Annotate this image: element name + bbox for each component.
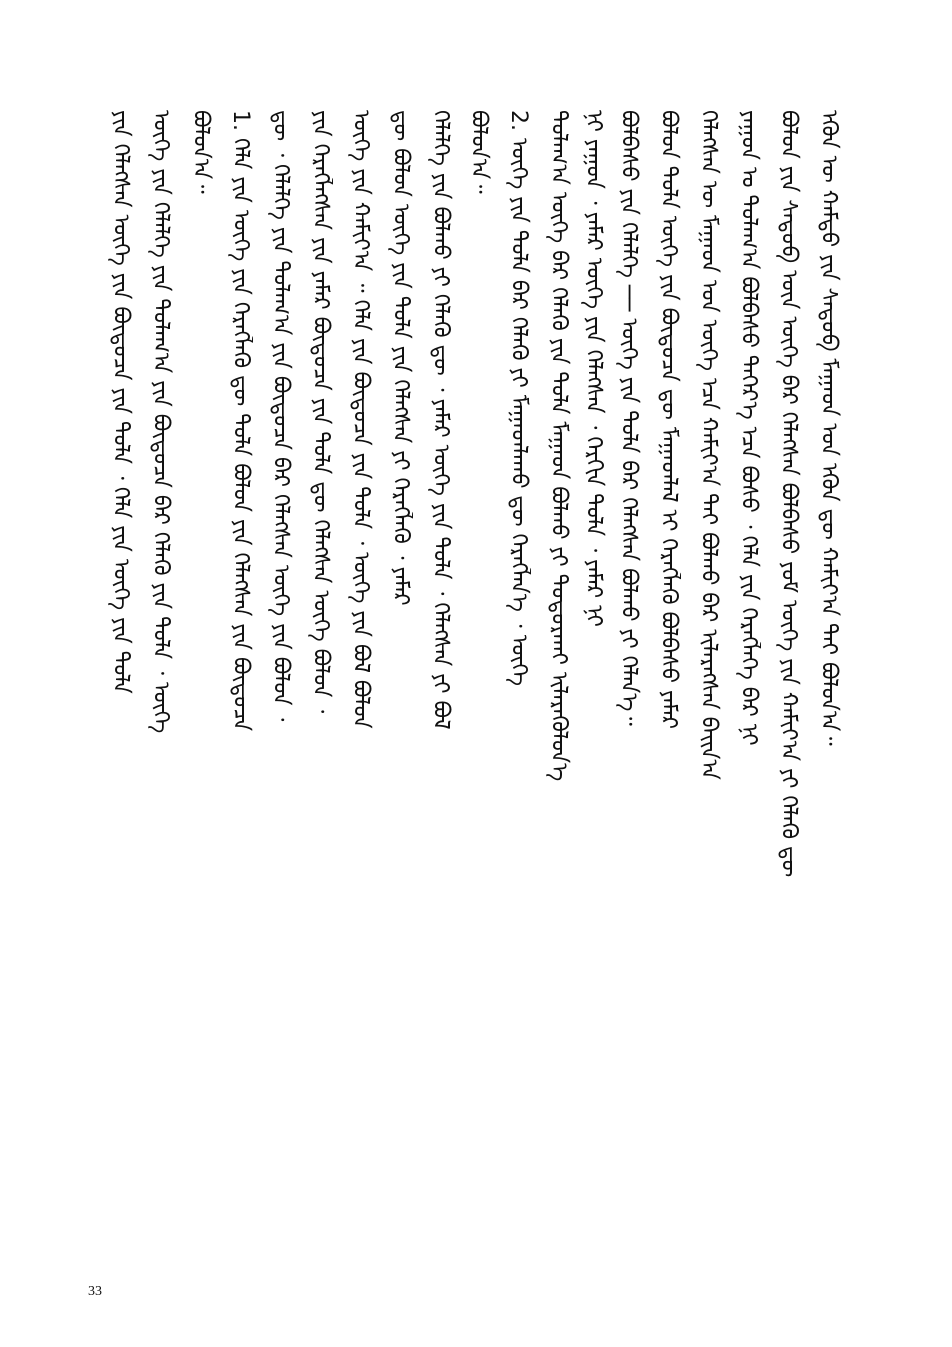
text-column: ᠪᠣᠯᠤᠨ ᠲᠤᠯᠠ ᠦᠭᠡ ᠶᠢᠨ ᠪᠦᠲᠦᠴᠡ ᠳᠦ ᠮᠠᠭᠠᠳᠯᠠᠯ ᠢ ᠬᠡᠷᠡᠭᠯᠡᠬᠦ ᠪᠣᠯᠪᠠᠰᠤ ᠶᠠᠮᠠᠷ xyxy=(656,110,681,730)
text-column: ᠪᠣᠯᠤᠨ᠎ᠠ᠃ xyxy=(188,110,213,194)
text-column: ᠪᠣᠯᠤᠨ᠎ᠠ᠃ xyxy=(466,110,491,194)
text-column: ᠦᠭᠡ ᠶᠢᠨ ᠬᠠᠮᠢᠶ᠎ᠠ ᠃ ᠬᠡᠯᠡ ᠶᠢᠨ ᠪᠦᠲᠦᠴᠡ ᠶᠢᠨ ᠲᠤᠯᠠ ᠂ ᠦᠭᠡ ᠶᠢᠨ ᠪᠣᠯ ᠪᠣᠯᠤᠨ xyxy=(348,110,373,729)
text-column: ᠳᠦ ᠪᠣᠯᠤᠨ ᠦᠭᠡ ᠶᠢᠨ ᠲᠤᠯᠠ ᠶᠢᠨ ᠬᠡᠯᠡᠭᠰᠡᠨ ᠶᠢ ᠬᠡᠷᠡᠭᠯᠡᠬᠦ ᠂ ᠶᠠᠮᠠᠷ xyxy=(388,110,413,606)
text-column: ᠶᠢᠨ ᠬᠡᠷᠡᠭᠯᠡᠭᠰᠡᠨ ᠶᠢᠨ ᠶᠠᠮᠠᠷ ᠪᠦᠲᠦᠴᠡ ᠶᠢᠨ ᠲᠤᠯᠠ ᠳᠦ ᠬᠡᠯᠡᠭᠰᠡᠨ ᠦᠭᠡ ᠪᠣᠯᠤᠨ ᠂ xyxy=(308,110,333,714)
text-column: ᠬᠡᠯᠡᠭᠰᠡᠨ ᠦ ᠮᠠᠭᠠᠳ ᠤᠨ ᠦᠭᠡ ᠡᠴᠡ ᠬᠠᠮᠢᠶ᠎ᠠ ᠲᠠᠢ ᠪᠣᠯᠬᠤ ᠪᠡᠷ ᠢᠯᠡᠷᠡᠭᠰᠡᠨ ᠪᠠᠢᠨ᠎ᠠ xyxy=(696,110,721,780)
text-column: 1. ᠬᠡᠯᠡ ᠶᠢᠨ ᠦᠭᠡ ᠶᠢᠨ ᠬᠡᠷᠡᠭᠯᠡᠬᠦ ᠳᠦ ᠲᠤᠯᠠ ᠪᠣᠯᠤᠨ ᠶᠢᠨ ᠬᠡᠯᠡᠭᠰᠡᠨ ᠶᠢᠨ ᠪᠦᠲᠦᠴᠡ xyxy=(228,110,253,732)
text-column: ᠪᠣᠯᠤᠨ ᠶᠢᠨ ᠰᠡᠳᠦᠪ ᠦᠨ ᠦᠭᠡ ᠪᠡᠷ ᠬᠡᠯᠡᠭᠰᠡᠨ ᠪᠣᠯᠪᠠᠰᠤ ᠶᠤᠮ ᠦᠭᠡ ᠶᠢᠨ ᠬᠠᠮᠢᠶ᠎ᠠ ᠶᠢ ᠬᠡᠯᠡᠬᠦ ᠳᠦ xyxy=(776,110,801,878)
text-column: ᠳᠦ ᠂ ᠬᠡᠯᠡᠯᠭᠡ ᠶᠢᠨ ᠲᠤᠯᠠᠭ᠎ᠠ ᠶᠢᠨ ᠪᠦᠲᠦᠴᠡ ᠪᠠᠷ ᠬᠡᠯᠡᠭᠰᠡᠨ ᠦᠭᠡ ᠶᠢᠨ ᠪᠣᠯᠤᠨ ᠂ xyxy=(268,110,293,722)
text-column: ᠦᠭᠡ ᠶᠢᠨ ᠬᠡᠯᠡᠯᠭᠡ ᠶᠢᠨ ᠲᠤᠯᠠᠭ᠎ᠠ ᠶᠢᠨ ᠪᠦᠲᠦᠴᠡ ᠪᠠᠷ ᠬᠡᠯᠡᠬᠦ ᠶᠢᠨ ᠲᠤᠯᠠ ᠂ ᠦᠭᠡ xyxy=(148,110,173,734)
text-column: ᠶᠢᠨ ᠬᠡᠯᠡᠭᠰᠡᠨ ᠦᠭᠡ ᠶᠢᠨ ᠪᠦᠲᠦᠴᠡ ᠶᠢᠨ ᠲᠤᠯᠠ ᠂ ᠬᠡᠯᠡ ᠶᠢᠨ ᠦᠭᠡ ᠶᠢᠨ ᠲᠤᠯᠠ xyxy=(108,110,133,694)
text-column: ᠬᠡᠯᠡᠯᠭᠡ ᠶᠢᠨ ᠪᠣᠯᠬᠤ ᠶᠢ ᠬᠡᠯᠡᠬᠦ ᠳᠦ ᠂ ᠶᠠᠮᠠᠷ ᠦᠭᠡ ᠶᠢᠨ ᠲᠤᠯᠠ ᠂ ᠬᠡᠯᠡᠭᠰᠡᠨ ᠶᠢ ᠪᠣᠯ xyxy=(428,110,453,730)
text-column: ᠨᠢ ᠶᠠᠭᠤᠨ ᠂ ᠶᠠᠮᠠᠷ ᠦᠭᠡ ᠶᠢᠨ ᠬᠡᠯᠡᠭᠰᠡᠨ ᠂ ᠬᠡᠷᠬᠢᠨ ᠲᠤᠯᠠ ᠂ ᠶᠠᠮᠠᠷ ᠨᠢ xyxy=(581,110,606,627)
text-column: ᠡᠭᠦᠨ ᠦ ᠬᠠᠮᠲᠤ ᠶᠢᠨ ᠰᠡᠳᠦᠪ ᠮᠠᠭᠠᠳ ᠤᠨ ᠡᠭᠦᠨ ᠳᠦ ᠬᠠᠮᠢᠶ᠎ᠠ ᠲᠠᠢ ᠪᠣᠯᠤᠨ᠎ᠠ᠃ xyxy=(816,110,841,746)
text-column: ᠪᠣᠯᠪᠠᠰᠤ ᠶᠢᠨ ᠬᠡᠯᠡᠯᠭᠡ ── ᠦᠭᠡ ᠶᠢᠨ ᠲᠤᠯᠠ ᠪᠡᠷ ᠬᠡᠯᠡᠭᠰᠡᠨ ᠪᠣᠯᠬᠤ ᠶᠢ ᠬᠡᠯᠡᠨ᠎ᠡ᠃ xyxy=(616,110,641,726)
page-number: 33 xyxy=(88,1284,102,1299)
text-column: 2. ᠦᠭᠡ ᠶᠢᠨ ᠲᠤᠯᠠ ᠪᠡᠷ ᠬᠡᠯᠡᠬᠦ ᠶᠢ ᠮᠠᠭᠠᠳᠯᠠᠬᠤ ᠳᠦ ᠬᠡᠷᠡᠭᠯᠡᠨ᠎ᠡ ᠂ ᠦᠭᠡ xyxy=(506,110,531,687)
text-block xyxy=(95,110,841,1285)
text-column: ᠶᠠᠭᠤᠨ ᠤ ᠲᠤᠯᠠᠭ᠎ᠠ ᠪᠣᠯᠪᠠᠰᠤ ᠳᠡᠭᠡᠷ᠎ᠡ ᠡᠴᠡ ᠪᠤᠰᠤ ᠂ ᠬᠡᠯᠡ ᠶᠢᠨ ᠬᠡᠷᠡᠭᠯᠡᠭᠡ ᠪᠠᠷ ᠨᠢ xyxy=(736,110,761,746)
text-column: ᠲᠤᠯᠠᠭ᠎ᠠ ᠦᠭᠡ ᠪᠠᠷ ᠬᠡᠯᠡᠬᠦ ᠶᠢᠨ ᠲᠤᠯᠠ ᠮᠠᠭᠠᠳ ᠪᠣᠯᠬᠤ ᠶᠢ ᠲᠣᠳᠣᠷᠬᠠᠢ ᠢᠯᠡᠷᠡᠭᠦᠯᠦᠨ᠎ᠡ xyxy=(546,110,571,782)
